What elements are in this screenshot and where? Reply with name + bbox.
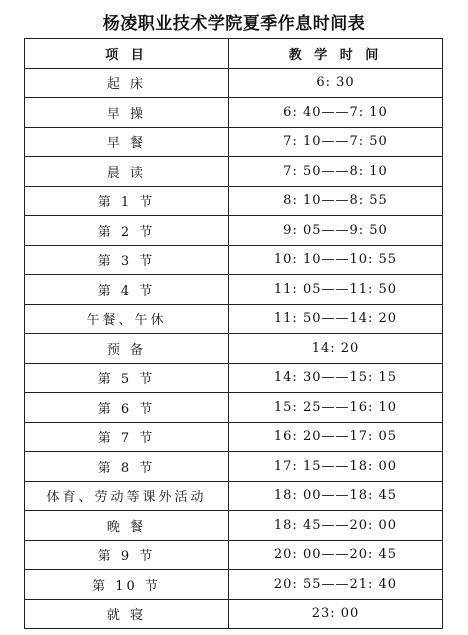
column-header-item: 项 目 (25, 39, 229, 69)
table-row (25, 540, 443, 570)
table-row (25, 334, 443, 364)
document-title: 杨凌职业技术学院夏季作息时间表 (102, 14, 366, 34)
time-cell: 23: 00 (229, 599, 443, 629)
schedule-table (24, 38, 443, 629)
table-row (25, 481, 443, 511)
table-row (25, 275, 443, 305)
time-cell: 8: 10——8: 55 (229, 186, 443, 216)
time-cell: 10: 10——10: 55 (229, 245, 443, 275)
activity-cell: 体育、劳动等课外活动 (25, 481, 229, 511)
activity-cell: 晚 餐 (25, 511, 229, 541)
activity-cell: 午餐、午休 (25, 304, 229, 334)
table-row (25, 511, 443, 541)
time-cell: 20: 55——21: 40 (229, 570, 443, 600)
activity-cell: 起 床 (25, 68, 229, 98)
activity-cell: 第 1 节 (25, 186, 229, 216)
time-cell: 6: 40——7: 10 (229, 98, 443, 128)
time-cell: 15: 25——16: 10 (229, 393, 443, 423)
time-cell: 11: 05——11: 50 (229, 275, 443, 305)
time-cell: 7: 50——8: 10 (229, 157, 443, 187)
time-cell: 20: 00——20: 45 (229, 540, 443, 570)
table-row (25, 363, 443, 393)
time-cell: 6: 30 (229, 68, 443, 98)
activity-cell: 第 8 节 (25, 452, 229, 482)
time-cell: 9: 05——9: 50 (229, 216, 443, 246)
activity-cell: 第 6 节 (25, 393, 229, 423)
table-row (25, 157, 443, 187)
table-row (25, 570, 443, 600)
time-cell: 17: 15——18: 00 (229, 452, 443, 482)
table-row (25, 186, 443, 216)
table-row (25, 599, 443, 629)
table-row (25, 393, 443, 423)
activity-cell: 第 10 节 (25, 570, 229, 600)
activity-cell: 第 2 节 (25, 216, 229, 246)
activity-cell: 晨 读 (25, 157, 229, 187)
time-cell: 16: 20——17: 05 (229, 422, 443, 452)
activity-cell: 早 餐 (25, 127, 229, 157)
schedule-body (25, 68, 443, 629)
table-row (25, 452, 443, 482)
activity-cell: 第 5 节 (25, 363, 229, 393)
time-cell: 14: 20 (229, 334, 443, 364)
time-cell: 18: 00——18: 45 (229, 481, 443, 511)
time-cell: 14: 30——15: 15 (229, 363, 443, 393)
table-row (25, 422, 443, 452)
table-header-row (25, 39, 443, 69)
table-row (25, 127, 443, 157)
table-row (25, 216, 443, 246)
activity-cell: 就 寝 (25, 599, 229, 629)
table-row (25, 245, 443, 275)
activity-cell: 第 3 节 (25, 245, 229, 275)
time-cell: 11: 50——14: 20 (229, 304, 443, 334)
activity-cell: 第 9 节 (25, 540, 229, 570)
time-cell: 18: 45——20: 00 (229, 511, 443, 541)
table-row (25, 98, 443, 128)
activity-cell: 预 备 (25, 334, 229, 364)
column-header-time: 教 学 时 间 (229, 39, 443, 69)
activity-cell: 第 4 节 (25, 275, 229, 305)
activity-cell: 早 操 (25, 98, 229, 128)
activity-cell: 第 7 节 (25, 422, 229, 452)
table-row (25, 68, 443, 98)
time-cell: 7: 10——7: 50 (229, 127, 443, 157)
table-row (25, 304, 443, 334)
